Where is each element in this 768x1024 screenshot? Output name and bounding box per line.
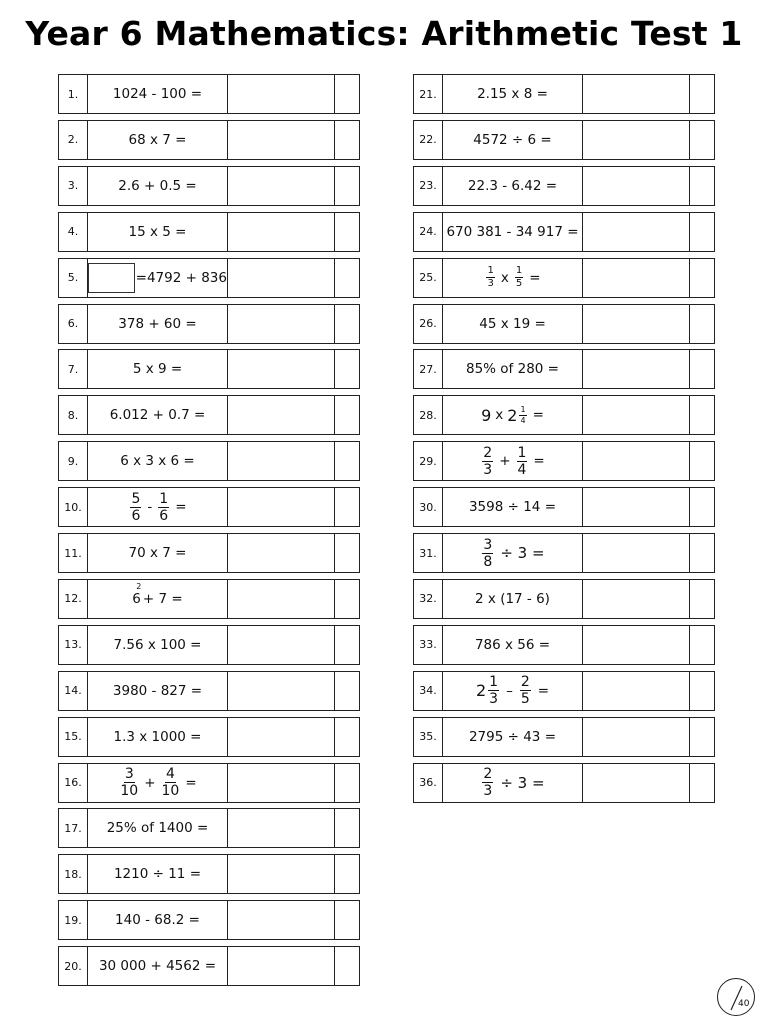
question-number: 3. — [59, 167, 88, 205]
fraction — [482, 538, 493, 569]
fraction-numerator: 2 — [483, 766, 493, 782]
fraction — [482, 446, 493, 477]
question-expression: 5 x 9 = — [132, 361, 183, 378]
question-text-part: + 7 = — [142, 590, 183, 607]
fraction — [486, 266, 494, 289]
question-row — [413, 120, 715, 160]
question-text — [443, 167, 583, 205]
fraction-numerator: 1 — [159, 490, 169, 507]
question-number: 6. — [59, 305, 88, 343]
question-text — [443, 580, 583, 618]
question-expression: 25% of 1400 = — [106, 820, 209, 837]
answer-box[interactable] — [583, 167, 690, 205]
question-text — [88, 350, 228, 388]
question-text — [88, 855, 228, 893]
question-row — [58, 304, 360, 344]
answer-box[interactable] — [228, 259, 335, 297]
question-text — [443, 121, 583, 159]
answer-box[interactable] — [228, 396, 335, 434]
question-row — [58, 120, 360, 160]
mark-box — [690, 167, 714, 205]
question-number: 1. — [59, 75, 88, 113]
answer-box[interactable] — [583, 121, 690, 159]
answer-box[interactable] — [583, 764, 690, 802]
slash-icon — [718, 979, 756, 1017]
answer-box[interactable] — [583, 580, 690, 618]
question-expression: 2.6 + 0.5 = — [118, 177, 197, 194]
answer-box[interactable] — [228, 75, 335, 113]
question-row — [413, 212, 715, 252]
fraction-numerator: 1 — [489, 674, 499, 691]
mark-box — [335, 396, 359, 434]
mark-box — [690, 718, 714, 756]
power-base: 6 — [132, 590, 141, 607]
mark-box — [335, 901, 359, 939]
answer-box[interactable] — [583, 396, 690, 434]
question-text — [443, 488, 583, 526]
question-expression: 68 x 7 = — [128, 131, 187, 148]
score-total: 40 — [738, 999, 750, 1009]
question-row — [58, 487, 360, 527]
question-number: 17. — [59, 809, 88, 847]
question-row — [58, 166, 360, 206]
question-row — [413, 671, 715, 711]
question-number: 11. — [59, 534, 88, 572]
question-number: 14. — [59, 672, 88, 710]
question-row — [413, 395, 715, 435]
mark-box — [690, 534, 714, 572]
question-number: 13. — [59, 626, 88, 664]
question-text — [443, 350, 583, 388]
answer-box[interactable] — [583, 718, 690, 756]
question-expression: 6.012 + 0.7 = — [109, 407, 206, 424]
fraction-denominator: 6 — [159, 507, 169, 524]
mark-box — [335, 442, 359, 480]
question-expression: 7.56 x 100 = — [113, 636, 202, 653]
fraction — [520, 675, 531, 706]
mark-box — [335, 855, 359, 893]
fraction-denominator: 4 — [520, 415, 526, 425]
question-row — [58, 533, 360, 573]
question-expression: 2795 ÷ 43 = — [468, 728, 557, 745]
question-number: 23. — [414, 167, 443, 205]
question-number: 30. — [414, 488, 443, 526]
score-circle — [717, 978, 755, 1016]
question-number: 20. — [59, 947, 88, 985]
answer-box[interactable] — [228, 901, 335, 939]
answer-box[interactable] — [583, 259, 690, 297]
power-expression — [132, 581, 142, 607]
question-text — [88, 580, 228, 618]
question-text — [443, 396, 583, 434]
question-row — [413, 74, 715, 114]
mark-box — [335, 488, 359, 526]
question-text — [88, 305, 228, 343]
answer-box[interactable] — [228, 534, 335, 572]
fraction-denominator: 8 — [483, 553, 493, 570]
question-text — [443, 75, 583, 113]
mark-box — [335, 213, 359, 251]
question-row — [58, 441, 360, 481]
question-expression: 1210 ÷ 11 = — [113, 866, 202, 883]
answer-box[interactable] — [583, 534, 690, 572]
question-number: 27. — [414, 350, 443, 388]
question-text-part: 2 — [475, 681, 487, 701]
fraction-numerator: 3 — [483, 536, 493, 553]
mark-box — [690, 626, 714, 664]
fraction — [482, 767, 493, 798]
answer-box[interactable] — [228, 947, 335, 985]
question-text — [88, 442, 228, 480]
question-text-part: + — [144, 774, 156, 791]
question-text-part: = — [537, 682, 550, 699]
fraction-numerator: 1 — [520, 404, 526, 414]
question-expression: 378 + 60 = — [118, 315, 197, 332]
question-expression: 1.3 x 1000 = — [113, 728, 202, 745]
mark-box — [335, 809, 359, 847]
question-text — [88, 213, 228, 251]
fraction-numerator: 3 — [124, 766, 134, 782]
question-expression: 786 x 56 = — [474, 636, 551, 653]
question-expression: 1024 - 100 = — [112, 86, 203, 102]
question-text — [443, 305, 583, 343]
mark-box — [335, 580, 359, 618]
question-row — [413, 166, 715, 206]
question-number: 16. — [59, 764, 88, 802]
mark-box — [335, 672, 359, 710]
question-expression: 6 x 3 x 6 = — [120, 453, 195, 470]
question-number: 24. — [414, 213, 443, 251]
fraction-denominator: 10 — [120, 783, 139, 799]
question-number: 15. — [59, 718, 88, 756]
fraction-numerator: 4 — [165, 766, 175, 782]
question-number: 31. — [414, 534, 443, 572]
question-number: 8. — [59, 396, 88, 434]
question-number: 28. — [414, 396, 443, 434]
answer-box[interactable] — [228, 580, 335, 618]
question-number: 10. — [59, 488, 88, 526]
question-text-part: - — [147, 499, 153, 516]
answer-box[interactable] — [228, 305, 335, 343]
question-text — [88, 718, 228, 756]
answer-box[interactable] — [228, 626, 335, 664]
fraction — [162, 767, 180, 798]
question-expression: 70 x 7 = — [128, 545, 187, 561]
question-expression: 3980 - 827 = — [112, 682, 203, 699]
mark-box — [335, 534, 359, 572]
question-text — [88, 947, 228, 985]
fraction-denominator: 4 — [517, 461, 527, 478]
answer-box[interactable] — [583, 213, 690, 251]
question-text-part: = — [532, 407, 544, 424]
fraction-denominator: 5 — [520, 691, 530, 708]
question-number: 12. — [59, 580, 88, 618]
question-text-part: 9 — [481, 405, 492, 425]
mark-box — [690, 213, 714, 251]
answer-box[interactable] — [228, 488, 335, 526]
question-row — [58, 671, 360, 711]
fraction-numerator: 1 — [517, 444, 527, 461]
question-number: 29. — [414, 442, 443, 480]
answer-box[interactable] — [583, 488, 690, 526]
answer-box[interactable] — [583, 672, 690, 710]
answer-box[interactable] — [583, 350, 690, 388]
question-text — [443, 764, 583, 802]
fraction — [120, 767, 138, 798]
question-row — [58, 900, 360, 940]
fraction — [515, 266, 523, 289]
fraction-denominator: 3 — [483, 783, 493, 799]
missing-number-box[interactable] — [88, 263, 135, 293]
answer-box[interactable] — [228, 764, 335, 802]
question-text-part: ÷ 3 = — [500, 773, 545, 792]
question-expression: 3598 ÷ 14 = — [468, 499, 557, 516]
question-text — [88, 764, 228, 802]
fraction — [517, 446, 528, 477]
question-text — [443, 672, 583, 710]
mark-box — [690, 488, 714, 526]
mark-box — [690, 764, 714, 802]
question-text — [88, 75, 228, 113]
fraction-denominator: 3 — [489, 691, 499, 708]
question-text — [88, 259, 228, 297]
question-text — [443, 534, 583, 572]
question-number: 5. — [59, 259, 88, 297]
question-expression: 30 000 + 4562 = — [98, 958, 217, 975]
question-text-part: x — [495, 407, 504, 424]
question-row — [58, 763, 360, 803]
question-text — [88, 672, 228, 710]
question-text — [88, 121, 228, 159]
question-expression: 2 x (17 - 6) — [475, 590, 550, 607]
mark-box — [335, 764, 359, 802]
answer-box[interactable] — [583, 442, 690, 480]
answer-box[interactable] — [228, 350, 335, 388]
fraction-denominator: 3 — [483, 461, 493, 478]
mark-box — [335, 305, 359, 343]
question-text-part: 2 — [507, 405, 518, 425]
question-number: 33. — [414, 626, 443, 664]
mark-box — [335, 718, 359, 756]
question-expression: 45 x 19 = — [479, 315, 546, 332]
question-number: 18. — [59, 855, 88, 893]
fraction-numerator: 5 — [131, 490, 141, 507]
question-row — [58, 212, 360, 252]
question-row — [413, 304, 715, 344]
answer-box[interactable] — [228, 167, 335, 205]
mark-box — [690, 396, 714, 434]
question-text — [443, 442, 583, 480]
question-number: 22. — [414, 121, 443, 159]
question-expression: 2.15 x 8 = — [477, 86, 548, 102]
question-expression: 85% of 280 = — [466, 361, 559, 378]
fraction-denominator: 5 — [515, 278, 523, 290]
question-text-part: = — [533, 453, 545, 470]
question-row — [58, 74, 360, 114]
mark-box — [690, 672, 714, 710]
fraction-numerator: 2 — [483, 444, 493, 461]
fraction-denominator: 6 — [131, 507, 141, 524]
question-text — [88, 809, 228, 847]
question-text — [443, 718, 583, 756]
question-text-part: – — [506, 682, 513, 699]
question-row — [413, 441, 715, 481]
question-expression: 670 381 - 34 917 = — [446, 223, 579, 240]
question-number: 19. — [59, 901, 88, 939]
question-row — [58, 854, 360, 894]
question-text-part: x — [500, 269, 509, 286]
question-text — [443, 259, 583, 297]
question-number: 32. — [414, 580, 443, 618]
fraction — [488, 675, 499, 706]
mark-box — [690, 75, 714, 113]
question-text-part: = — [185, 774, 197, 791]
mark-box — [335, 626, 359, 664]
question-row — [58, 717, 360, 757]
question-number: 36. — [414, 764, 443, 802]
fraction — [158, 492, 169, 523]
question-number: 21. — [414, 75, 443, 113]
question-row — [58, 808, 360, 848]
mark-box — [335, 350, 359, 388]
mark-box — [690, 350, 714, 388]
question-row — [413, 487, 715, 527]
fraction-numerator: 1 — [487, 265, 494, 277]
mark-box — [690, 305, 714, 343]
question-row — [413, 717, 715, 757]
mark-box — [690, 580, 714, 618]
answer-box[interactable] — [228, 672, 335, 710]
answer-box[interactable] — [583, 305, 690, 343]
answer-box[interactable] — [583, 75, 690, 113]
answer-box[interactable] — [228, 855, 335, 893]
question-number: 35. — [414, 718, 443, 756]
question-number: 25. — [414, 259, 443, 297]
question-text — [443, 213, 583, 251]
question-number: 4. — [59, 213, 88, 251]
question-text — [88, 626, 228, 664]
question-number: 2. — [59, 121, 88, 159]
fraction-numerator: 1 — [515, 265, 523, 277]
question-number: 26. — [414, 305, 443, 343]
mark-box — [690, 259, 714, 297]
answer-box[interactable] — [228, 213, 335, 251]
mark-box — [335, 121, 359, 159]
question-text-part: = — [529, 269, 541, 286]
question-number: 9. — [59, 442, 88, 480]
question-row — [58, 349, 360, 389]
question-expression: 15 x 5 = — [128, 223, 187, 240]
question-expression: 140 - 68.2 = — [115, 912, 200, 929]
fraction — [519, 406, 526, 425]
question-text-part: ÷ 3 = — [500, 544, 545, 562]
fraction — [130, 492, 141, 523]
question-row — [58, 625, 360, 665]
question-row — [58, 395, 360, 435]
question-row — [58, 579, 360, 619]
mark-box — [335, 259, 359, 297]
fraction-denominator: 10 — [161, 783, 180, 799]
question-text — [88, 396, 228, 434]
question-expression: 22.3 - 6.42 = — [467, 177, 558, 194]
question-number: 34. — [414, 672, 443, 710]
fraction-numerator: 2 — [520, 674, 530, 691]
question-row — [413, 349, 715, 389]
power-exponent: 2 — [136, 581, 142, 591]
mark-box — [335, 167, 359, 205]
question-row — [58, 258, 360, 298]
answer-box[interactable] — [228, 442, 335, 480]
mark-box — [335, 75, 359, 113]
question-text-part: + — [499, 453, 511, 470]
question-text — [88, 488, 228, 526]
answer-box[interactable] — [583, 626, 690, 664]
question-row — [58, 946, 360, 986]
question-text — [88, 901, 228, 939]
answer-box[interactable] — [228, 809, 335, 847]
question-row — [413, 625, 715, 665]
fraction-denominator: 3 — [487, 278, 494, 290]
question-text — [88, 534, 228, 572]
question-row — [413, 763, 715, 803]
mark-box — [690, 121, 714, 159]
question-text-part: = — [175, 499, 187, 516]
page-title: Year 6 Mathematics: Arithmetic Test 1 — [25, 14, 743, 53]
question-expression: 4572 ÷ 6 = — [473, 131, 552, 148]
answer-box[interactable] — [228, 718, 335, 756]
question-row — [413, 533, 715, 573]
question-row — [413, 579, 715, 619]
mark-box — [335, 947, 359, 985]
question-expression: =4792 + 836 — [135, 269, 227, 286]
question-number: 7. — [59, 350, 88, 388]
question-text — [443, 626, 583, 664]
mark-box — [690, 442, 714, 480]
answer-box[interactable] — [228, 121, 335, 159]
question-text — [88, 167, 228, 205]
question-row — [413, 258, 715, 298]
